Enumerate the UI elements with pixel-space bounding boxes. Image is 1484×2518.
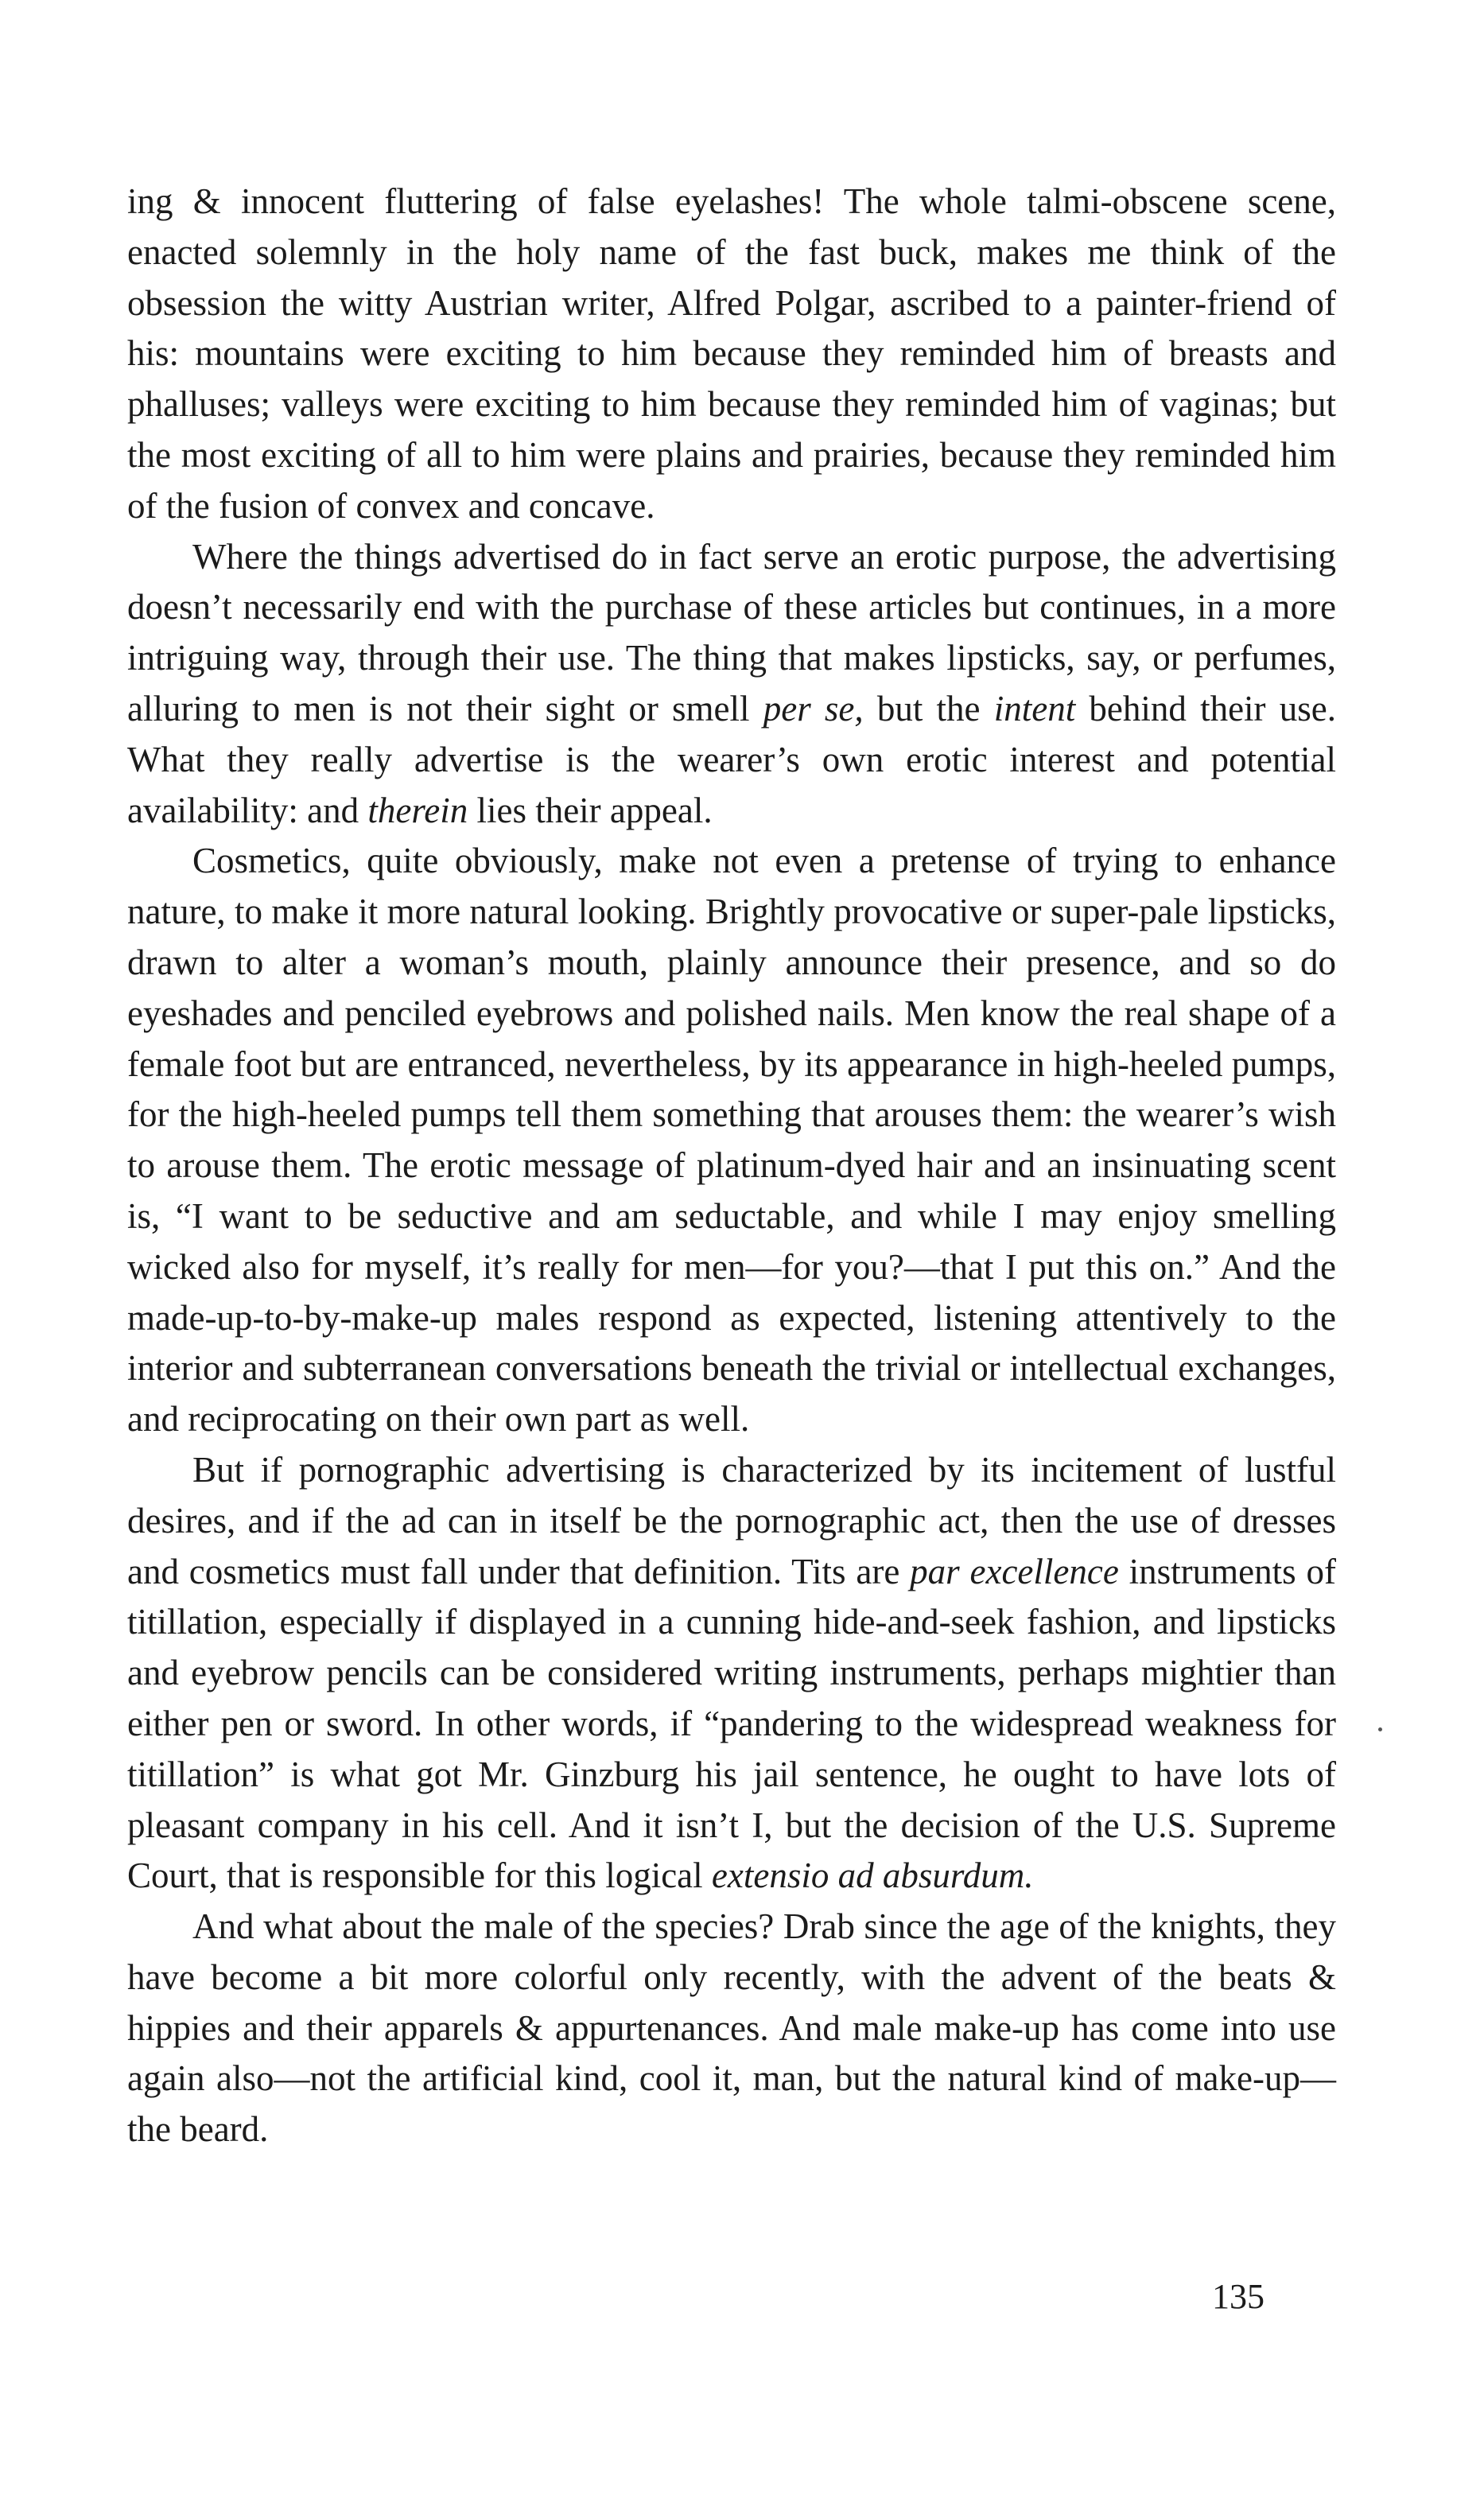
text-run: lies their appeal. [468, 790, 713, 830]
text-run: behind their use. What they really advertise is the wearer’s own erotic interest and potential availability: and [127, 688, 1336, 830]
paragraph [127, 532, 1336, 837]
text-run: Cosmetics, quite obviously, make not even a pretense of trying to enhance nature, to make it more natural looking. Brightly provocative or super-pale lipsticks, drawn to alter a woman’s mouth, plainly announce their presence, and so do eyeshades and penciled eyebrows and polished nails. Men know the real shape of a female foot but are entranced, nevertheless, by its appearance in high-heeled pumps, for the high-heeled pumps tell them something that arouses them: the wearer’s wish to arouse them. The erotic message of platinum-dyed hair and an insinuating scent is, “I want to be seductive and am seductable, and while I may enjoy smelling wicked also for myself, it’s really for men—for you?—that I put this on.” And the made-up-to-by-make-up males respond as expected, listening attentively to the interior and subterranean conversations beneath the trivial or intellectual exchanges, and reciprocating on their own part as well. [127, 841, 1336, 1440]
paragraph [127, 1902, 1336, 2155]
italic-text: per se, [763, 688, 864, 729]
text-run: but the [863, 688, 994, 729]
text-run: And what about the male of the species? Drab since the age of the knights, they have become a bit more colorful only recently, with the advent of the beats & hippies and their apparels & appurtenances. And male make-up has come into use again also—not the artificial kind, cool it, man, but the natural kind of make-up—the beard. [127, 1906, 1336, 2150]
paragraph [127, 177, 1336, 532]
text-run: Where the things advertised do in fact serve an erotic purpose, the advertising doesn’t necessarily end with the purchase of these articles but continues, in a more intriguing way, through their use. The thing that makes lipsticks, say, or perfumes, alluring to men is not their sight or smell [127, 536, 1336, 729]
scan-speck [1378, 1727, 1382, 1731]
paragraph [127, 836, 1336, 1445]
text-run: instruments of titillation, especially if displayed in a cunning hide-and-seek fashion, and lipsticks and eyebrow pencils can be considered writing instruments, perhaps mightier than either pen or sword. In other words, if “pandering to the widespread weakness for titillation” is what got Mr. Ginzburg his jail sentence, he ought to have lots of pleasant company in his cell. And it isn’t I, but the decision of the U.S. Supreme Court, that is responsible for this logical [127, 1551, 1336, 1896]
text-run: But if pornographic advertising is characterized by its incitement of lustful desires, and if the ad can in itself be the pornographic act, then the use of dresses and cosmetics must fall under that definition. Tits are [127, 1449, 1336, 1591]
body-text [127, 177, 1336, 2155]
paragraph [127, 1445, 1336, 1902]
italic-text: par excellence [910, 1551, 1119, 1591]
italic-text: extensio ad absurdum. [711, 1855, 1034, 1896]
italic-text: therein [367, 790, 468, 830]
italic-text: intent [993, 688, 1076, 729]
page-number: 135 [1212, 2277, 1265, 2316]
text-run: ing & innocent fluttering of false eyelashes! The whole talmi-obscene scene, enacted solemnly in the holy name of the fast buck, makes me think of the obsession the witty Austrian writer, Alfred Polgar, ascribed to a painter-friend of his: mountains were exciting to him because they reminded him of breasts and phalluses; valleys were exciting to him because they reminded him of vaginas; but the most exciting of all to him were plains and prairies, because they reminded him of the fusion of convex and concave. [127, 181, 1336, 526]
